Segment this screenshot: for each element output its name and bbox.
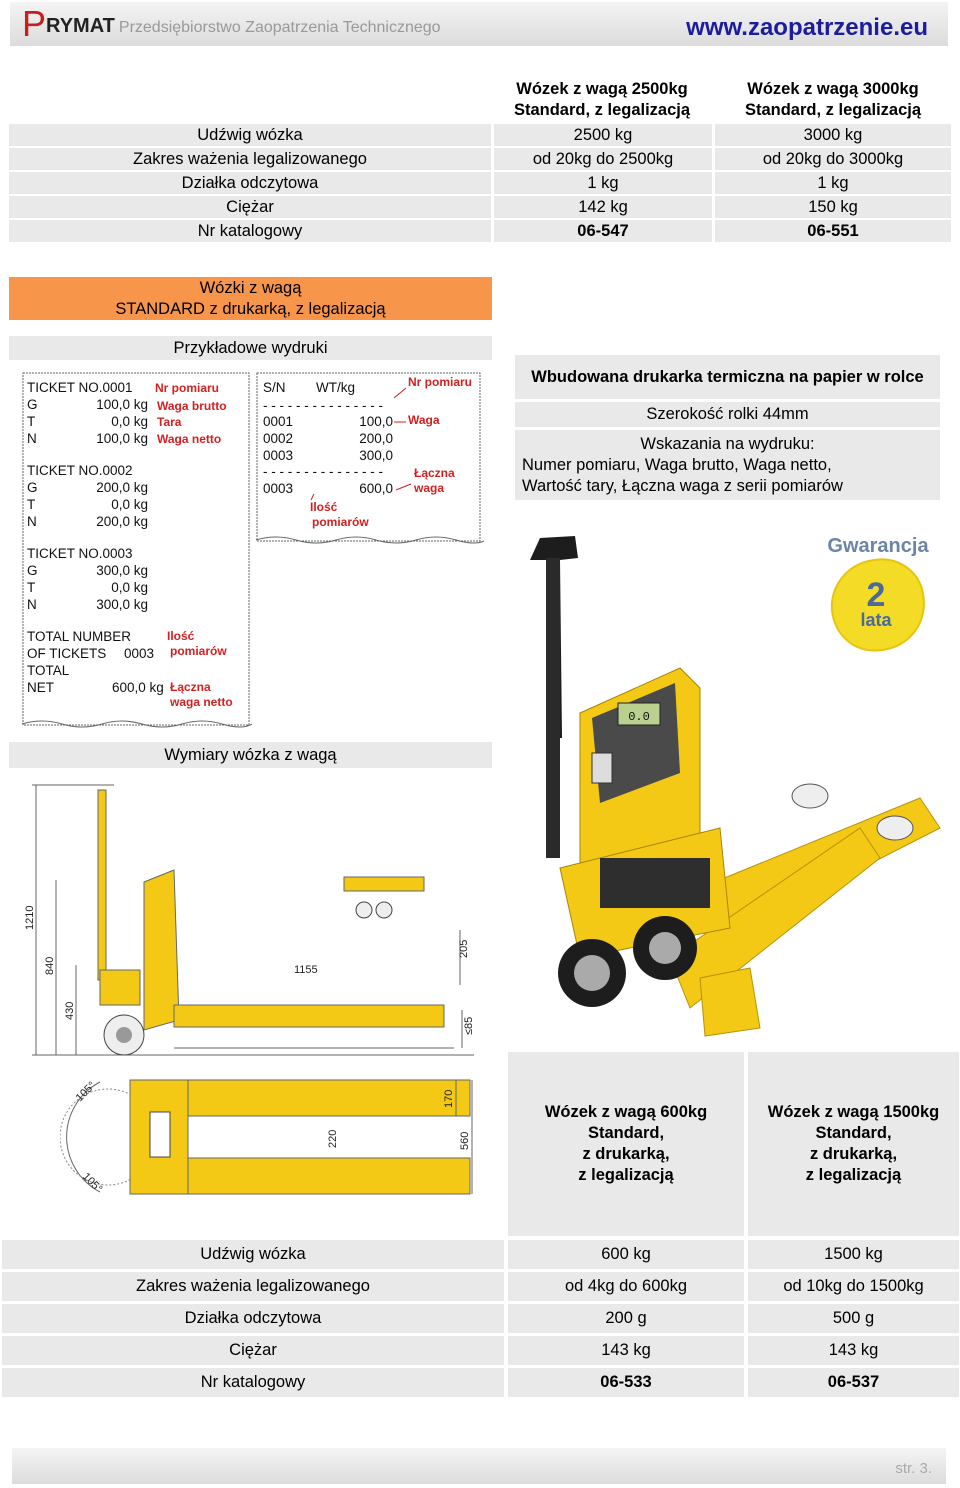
ticket-line: N bbox=[27, 431, 37, 446]
scale-display: 0.0 bbox=[628, 710, 650, 724]
table1-row-value: od 20kg do 2500kg bbox=[494, 148, 712, 170]
table1-row-value: 142 kg bbox=[494, 196, 712, 218]
table2-row-value: od 10kg do 1500kg bbox=[748, 1272, 959, 1301]
printout-ticket-left bbox=[22, 372, 252, 732]
page-number: str. 3. bbox=[895, 1460, 932, 1477]
ticket-sn: 0002 bbox=[263, 431, 294, 446]
dim-label: 220 bbox=[327, 1129, 339, 1148]
company-name: Przedsiębiorstwo Zaopatrzenia Technicznego bbox=[118, 19, 441, 36]
table2-row-value: 200 g bbox=[508, 1304, 744, 1333]
dimension-drawing-side bbox=[14, 780, 484, 1060]
table1-row-label: Udźwig wózka bbox=[9, 124, 491, 146]
ticket-note: Waga brutto bbox=[157, 399, 227, 413]
ticket-line: T bbox=[27, 414, 36, 429]
printer-title: Wbudowana drukarka termiczna na papier w rolce bbox=[515, 355, 940, 399]
dim-label: 105° bbox=[79, 1170, 105, 1196]
ticket-column: WT/kg bbox=[316, 380, 355, 395]
table2-row-value: 06-533 bbox=[508, 1368, 744, 1397]
ticket-line: TICKET NO.0001 bbox=[27, 380, 133, 395]
ticket-note: waga netto bbox=[170, 695, 233, 709]
dim-label: ≤85 bbox=[463, 1016, 475, 1035]
ticket-note: Waga bbox=[408, 413, 440, 427]
ticket-value: 100,0 kg bbox=[96, 397, 148, 412]
dim-label: 430 bbox=[64, 1001, 76, 1020]
table2-row-value: 143 kg bbox=[508, 1336, 744, 1365]
ticket-line: OF TICKETS bbox=[27, 646, 107, 661]
table1-row-value: od 20kg do 3000kg bbox=[715, 148, 951, 170]
ticket-dashes: - - - - - - - - - - - - - - - bbox=[263, 398, 383, 413]
ticket-value: 300,0 kg bbox=[96, 597, 148, 612]
table2-row-value: 1500 kg bbox=[748, 1240, 959, 1269]
table1-row-value: 1 kg bbox=[715, 172, 951, 194]
warranty-number: 2 bbox=[866, 576, 886, 614]
table1-col2-header: Wózek z wagą 3000kg Standard, z legalizacją bbox=[715, 78, 951, 122]
ticket-value: 0003 bbox=[124, 646, 155, 661]
dim-label: 205 bbox=[458, 939, 470, 958]
ticket-value: 600,0 kg bbox=[112, 680, 164, 695]
ticket-line: G bbox=[27, 480, 38, 495]
page-footer bbox=[12, 1448, 946, 1484]
ticket-note: Nr pomiaru bbox=[408, 375, 473, 389]
table2-row-label: Ciężar bbox=[2, 1336, 504, 1365]
dim-label: 840 bbox=[44, 956, 56, 975]
ticket-note: Ilość bbox=[310, 500, 338, 514]
table1-row-label: Ciężar bbox=[9, 196, 491, 218]
ticket-note: Łączna bbox=[414, 466, 455, 480]
ticket-sn: 0003 bbox=[263, 448, 294, 463]
section-header: Wózki z wagą STANDARD z drukarką, z legalizacją bbox=[9, 277, 492, 320]
dimensions-title: Wymiary wózka z wagą bbox=[9, 742, 492, 768]
ticket-line: TOTAL bbox=[27, 663, 70, 678]
table2-row-value: 06-537 bbox=[748, 1368, 959, 1397]
printout-ticket-right bbox=[256, 372, 484, 548]
ticket-note: Waga netto bbox=[157, 432, 222, 446]
ticket-note: waga bbox=[414, 481, 445, 495]
ticket-note: Ilość bbox=[167, 629, 195, 643]
table1-col1-header: Wózek z wagą 2500kg Standard, z legalizacją bbox=[492, 78, 712, 122]
ticket-line: TOTAL NUMBER bbox=[27, 629, 132, 644]
ticket-line: G bbox=[27, 397, 38, 412]
ticket-dashes: - - - - - - - - - - - - - - - bbox=[263, 464, 383, 479]
ticket-line: TICKET NO.0002 bbox=[27, 463, 133, 478]
printer-roll-width: Szerokość rolki 44mm bbox=[515, 402, 940, 427]
ticket-wt: 100,0 bbox=[359, 414, 393, 429]
table1-row-label: Działka odczytowa bbox=[9, 172, 491, 194]
table2-row-value: 600 kg bbox=[508, 1240, 744, 1269]
ticket-value: 0,0 kg bbox=[111, 497, 148, 512]
ticket-value: 0,0 kg bbox=[111, 414, 148, 429]
table1-row-value: 1 kg bbox=[494, 172, 712, 194]
table2-row-label: Zakres ważenia legalizowanego bbox=[2, 1272, 504, 1301]
ticket-note: Nr pomiaru bbox=[155, 381, 220, 395]
ticket-column: S/N bbox=[263, 380, 286, 395]
ticket-note: pomiarów bbox=[312, 515, 369, 529]
warranty-title: Gwarancja bbox=[827, 535, 929, 557]
table2-row-value: 500 g bbox=[748, 1304, 959, 1333]
table2-row-value: 143 kg bbox=[748, 1336, 959, 1365]
company-logo: PRYMAT Przedsiębiorstwo Zaopatrzenia Technicznego bbox=[22, 3, 441, 44]
ticket-wt: 300,0 bbox=[359, 448, 393, 463]
dimension-drawing-top bbox=[60, 1072, 480, 1207]
table1-row-value: 06-551 bbox=[715, 220, 951, 242]
warranty-unit: lata bbox=[860, 610, 892, 630]
ticket-line: N bbox=[27, 597, 37, 612]
ticket-value: 0,0 kg bbox=[111, 580, 148, 595]
ticket-sn: 0003 bbox=[263, 481, 294, 496]
ticket-note: pomiarów bbox=[170, 644, 227, 658]
table1-row-value: 3000 kg bbox=[715, 124, 951, 146]
dim-label: 105° bbox=[73, 1079, 99, 1105]
table1-row-label: Nr katalogowy bbox=[9, 220, 491, 242]
ticket-value: 100,0 kg bbox=[96, 431, 148, 446]
dim-label: 560 bbox=[459, 1131, 471, 1150]
ticket-wt: 200,0 bbox=[359, 431, 393, 446]
table1-row-value: 150 kg bbox=[715, 196, 951, 218]
ticket-line: T bbox=[27, 497, 36, 512]
ticket-wt: 600,0 bbox=[359, 481, 393, 496]
printer-indications: Wskazania na wydruku: Numer pomiaru, Waga brutto, Waga netto, Wartość tary, Łączna waga z serii pomiarów bbox=[515, 430, 940, 500]
ticket-note: Łączna bbox=[170, 680, 211, 694]
table2-col1-header: Wózek z wagą 600kg Standard, z drukarką, z legalizacją bbox=[508, 1052, 744, 1236]
ticket-value: 300,0 kg bbox=[96, 563, 148, 578]
ticket-line: T bbox=[27, 580, 36, 595]
ticket-line: NET bbox=[27, 680, 54, 695]
ticket-line: G bbox=[27, 563, 38, 578]
printouts-title: Przykładowe wydruki bbox=[9, 336, 492, 360]
ticket-value: 200,0 kg bbox=[96, 480, 148, 495]
table2-col2-header: Wózek z wagą 1500kg Standard, z drukarką, z legalizacją bbox=[748, 1052, 959, 1236]
dim-label: 1210 bbox=[24, 905, 36, 930]
website-link[interactable]: www.zaopatrzenie.eu bbox=[686, 14, 928, 41]
table2-row-label: Nr katalogowy bbox=[2, 1368, 504, 1397]
table1-row-label: Zakres ważenia legalizowanego bbox=[9, 148, 491, 170]
ticket-line: TICKET NO.0003 bbox=[27, 546, 133, 561]
table2-row-label: Udźwig wózka bbox=[2, 1240, 504, 1269]
ticket-value: 200,0 kg bbox=[96, 514, 148, 529]
ticket-line: N bbox=[27, 514, 37, 529]
table1-row-value: 06-547 bbox=[494, 220, 712, 242]
pallet-truck-image bbox=[500, 528, 950, 1048]
dim-label: 170 bbox=[443, 1089, 455, 1108]
table1-row-value: 2500 kg bbox=[494, 124, 712, 146]
ticket-note: Tara bbox=[157, 415, 182, 429]
table2-row-label: Działka odczytowa bbox=[2, 1304, 504, 1333]
table2-row-value: od 4kg do 600kg bbox=[508, 1272, 744, 1301]
ticket-sn: 0001 bbox=[263, 414, 294, 429]
dim-label: 1155 bbox=[294, 964, 318, 976]
